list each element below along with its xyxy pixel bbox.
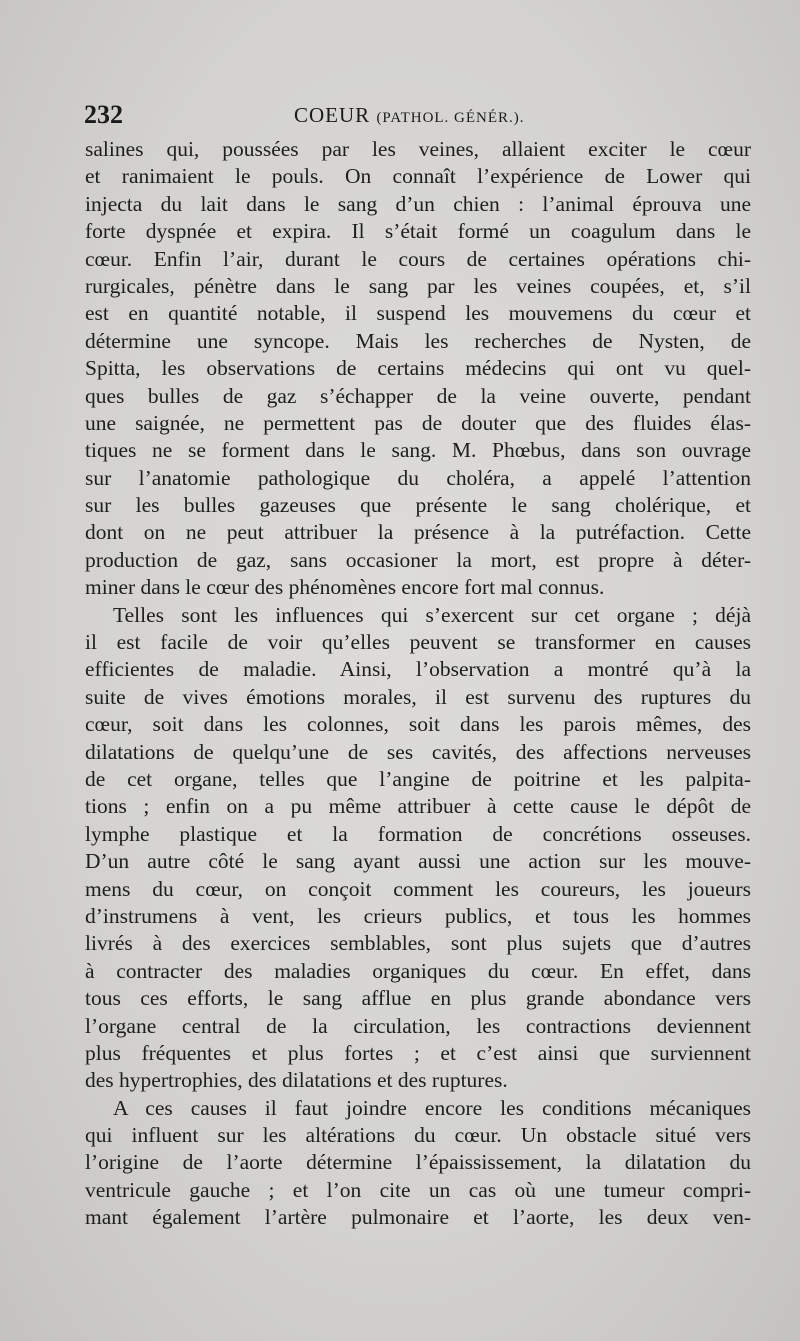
text-line: sur l’anatomie pathologique du choléra, a appelé l’attention bbox=[85, 465, 751, 490]
body-text bbox=[85, 136, 751, 1232]
text-line: à contracter des maladies organiques du cœur. En effet, dans bbox=[85, 958, 751, 983]
text-line: Spitta, les observations de certains médecins qui ont vu quel- bbox=[85, 356, 751, 381]
text-line: salines qui, poussées par les veines, allaient exciter le cœur bbox=[85, 137, 751, 161]
text-line: efficientes de maladie. Ainsi, l’observation a montré qu’à la bbox=[85, 657, 751, 682]
text-line: production de gaz, sans occasioner la mort, est propre à déter- bbox=[85, 547, 751, 572]
text-line: cœur. Enfin l’air, durant le cours de certaines opérations chi- bbox=[85, 246, 751, 271]
text-line: suite de vives émotions morales, il est survenu des ruptures du bbox=[85, 684, 751, 709]
text-line: ventricule gauche ; et l’on cite un cas où une tumeur compri- bbox=[85, 1177, 751, 1202]
text-line: il est facile de voir qu’elles peuvent se transformer en causes bbox=[85, 630, 751, 655]
text-line: lymphe plastique et la formation de concrétions osseuses. bbox=[85, 821, 751, 846]
text-line: livrés à des exercices semblables, sont plus sujets que d’autres bbox=[85, 931, 751, 956]
page-header bbox=[84, 100, 750, 134]
text-line: de cet organe, telles que l’angine de poitrine et les palpita- bbox=[85, 766, 751, 791]
running-head bbox=[294, 103, 525, 128]
text-line: forte dyspnée et expira. Il s’était formé un coagulum dans le bbox=[85, 219, 751, 244]
text-line: mens du cœur, on conçoit comment les coureurs, les joueurs bbox=[85, 876, 751, 901]
page-number: 232 bbox=[84, 100, 123, 129]
text-line: mant également l’artère pulmonaire et l’aorte, les deux ven- bbox=[85, 1205, 751, 1230]
text-line: rurgicales, pénètre dans le sang par les veines coupées, et, s’il bbox=[85, 273, 751, 298]
text-line: sur les bulles gazeuses que présente le sang cholérique, et bbox=[85, 493, 751, 518]
text-line: est en quantité notable, il suspend les mouvemens du cœur et bbox=[85, 301, 751, 326]
text-line: cœur, soit dans les colonnes, soit dans les parois mêmes, des bbox=[85, 712, 751, 737]
text-line: A ces causes il faut joindre encore les conditions mécaniques bbox=[113, 1095, 751, 1120]
running-head-title: COEUR bbox=[294, 103, 371, 127]
text-line: injecta du lait dans le sang d’un chien : l’animal éprouva une bbox=[85, 191, 751, 216]
text-line: tous ces efforts, le sang afflue en plus grande abondance vers bbox=[85, 986, 751, 1011]
text-line: l’organe central de la circulation, les contractions deviennent bbox=[85, 1013, 751, 1038]
text-line: tiques ne se forment dans le sang. M. Phœbus, dans son ouvrage bbox=[85, 438, 751, 463]
text-line: tions ; enfin on a pu même attribuer à cette cause le dépôt de bbox=[85, 794, 751, 819]
running-head-subtitle: (PATHOL. GÉNÉR.). bbox=[376, 110, 525, 126]
text-line: et ranimaient le pouls. On connaît l’expérience de Lower qui bbox=[85, 164, 751, 189]
text-line: une saignée, ne permettent pas de douter que des fluides élas- bbox=[85, 410, 751, 435]
text-line: Telles sont les influences qui s’exercent sur cet organe ; déjà bbox=[113, 602, 751, 627]
text-line: des hypertrophies, des dilatations et des ruptures. bbox=[85, 1068, 508, 1093]
text-line: dilatations de quelqu’une de ses cavités, des affections nerveuses bbox=[85, 739, 751, 764]
text-line: l’origine de l’aorte détermine l’épaississement, la dilatation du bbox=[85, 1150, 751, 1175]
text-line: miner dans le cœur des phénomènes encore fort mal connus. bbox=[85, 575, 605, 600]
text-line: qui influent sur les altérations du cœur. Un obstacle situé vers bbox=[85, 1123, 751, 1148]
text-line: dont on ne peut attribuer la présence à la putréfaction. Cette bbox=[85, 520, 751, 545]
text-line: ques bulles de gaz s’échapper de la veine ouverte, pendant bbox=[85, 383, 751, 408]
text-line: détermine une syncope. Mais les recherches de Nysten, de bbox=[85, 328, 751, 353]
text-line: plus fréquentes et plus fortes ; et c’est ainsi que surviennent bbox=[85, 1040, 751, 1065]
text-line: d’instrumens à vent, les crieurs publics, et tous les hommes bbox=[85, 903, 751, 928]
text-line: D’un autre côté le sang ayant aussi une action sur les mouve- bbox=[85, 849, 751, 874]
